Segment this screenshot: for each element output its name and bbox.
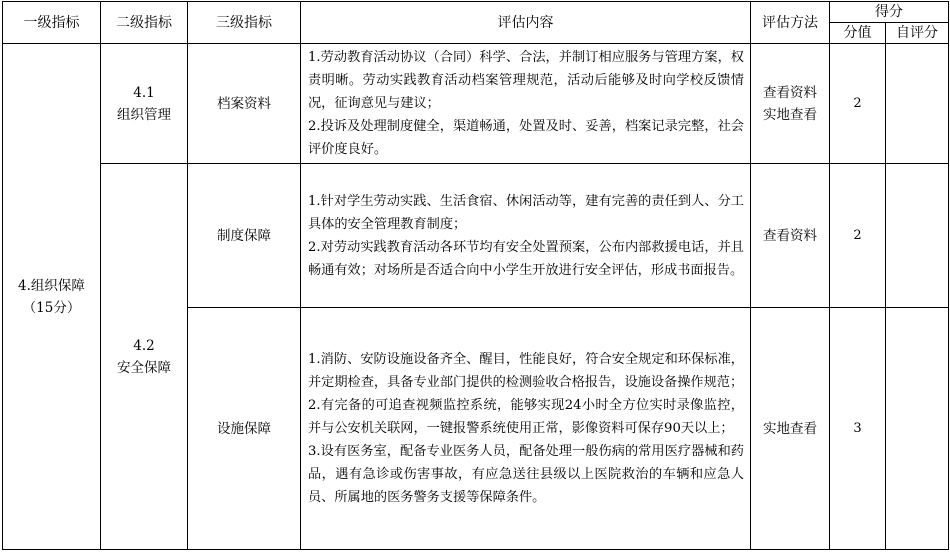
level2-cell [101, 44, 188, 164]
content-item: 1.消防、安防设施设备齐全、醒目，性能良好，符合安全规定和环保标准，并定期检查，具备专业部门提供的检测验收合格报告，设施设备操作规范； [308, 352, 744, 390]
content-cell [301, 164, 751, 308]
score-value-cell: 2 [830, 44, 886, 164]
level3-cell: 设施保障 [188, 308, 301, 550]
method-label: 查看资料 [763, 84, 817, 101]
content-item: 2.对劳动实践教育活动各环节均有安全处置预案，公布内部救援电话，并且畅通有效；对场所是否适合向中小学生开放进行安全评估，形成书面报告。 [308, 239, 744, 278]
content-cell [301, 308, 751, 550]
level2-number: 4.1 [133, 84, 155, 101]
header-level2: 二级指标 [101, 2, 188, 44]
content-item: 1.劳动教育活动协议（合同）科学、合法，并制订相应服务与管理方案，权责明晰。劳动实践教育活动档案管理规范，活动后能够及时向学校反馈情况，征询意见与建议； [308, 50, 744, 111]
content-cell [301, 44, 751, 164]
header-score: 得分 [830, 2, 949, 23]
evaluation-table [2, 1, 949, 550]
level3-cell: 档案资料 [188, 44, 301, 164]
score-value-cell: 3 [830, 308, 886, 550]
self-score-cell[interactable] [886, 164, 949, 308]
content-item: 2.有完备的可追查视频监控系统，能够实现24小时全方位实时录像监控，并与公安机关联网，一键报警系统使用正常，影像资料可保存90天以上； [308, 398, 744, 436]
header-self-score: 自评分 [886, 23, 949, 44]
level2-label: 组织管理 [117, 106, 171, 123]
content-item: 2.投诉及处理制度健全，渠道畅通，处置及时、妥善，档案记录完整，社会评价度良好。 [308, 119, 744, 157]
header-score-value: 分值 [830, 23, 886, 44]
method-cell [751, 44, 830, 164]
level3-cell: 制度保障 [188, 164, 301, 308]
level1-label: 4.组织保障 [18, 277, 85, 294]
header-level1: 一级指标 [3, 2, 101, 44]
level1-cell [3, 44, 101, 550]
self-score-cell[interactable] [886, 308, 949, 550]
level2-number: 4.2 [133, 337, 155, 354]
method-cell: 查看资料 [751, 164, 830, 308]
level2-label: 安全保障 [117, 359, 171, 376]
method-label: 实地查看 [763, 106, 817, 123]
method-cell: 实地查看 [751, 308, 830, 550]
table-row [3, 164, 949, 308]
level2-cell [101, 164, 188, 550]
header-level3: 三级指标 [188, 2, 301, 44]
score-value-cell: 2 [830, 164, 886, 308]
level1-points: （15分） [22, 299, 81, 316]
content-item: 1.针对学生劳动实践、生活食宿、休闲活动等，建有完善的责任到人、分工具体的安全管理教育制度； [308, 193, 744, 232]
header-method: 评估方法 [751, 2, 830, 44]
table-row [3, 44, 949, 164]
self-score-cell[interactable] [886, 44, 949, 164]
header-content: 评估内容 [301, 2, 751, 44]
content-item: 3.设有医务室，配备专业医务人员，配备处理一般伤病的常用医疗器械和药品，遇有急诊或伤害事故，有应急送往县级以上医院救治的车辆和应急人员、所属地的医务警务支援等保障条件。 [308, 444, 744, 505]
